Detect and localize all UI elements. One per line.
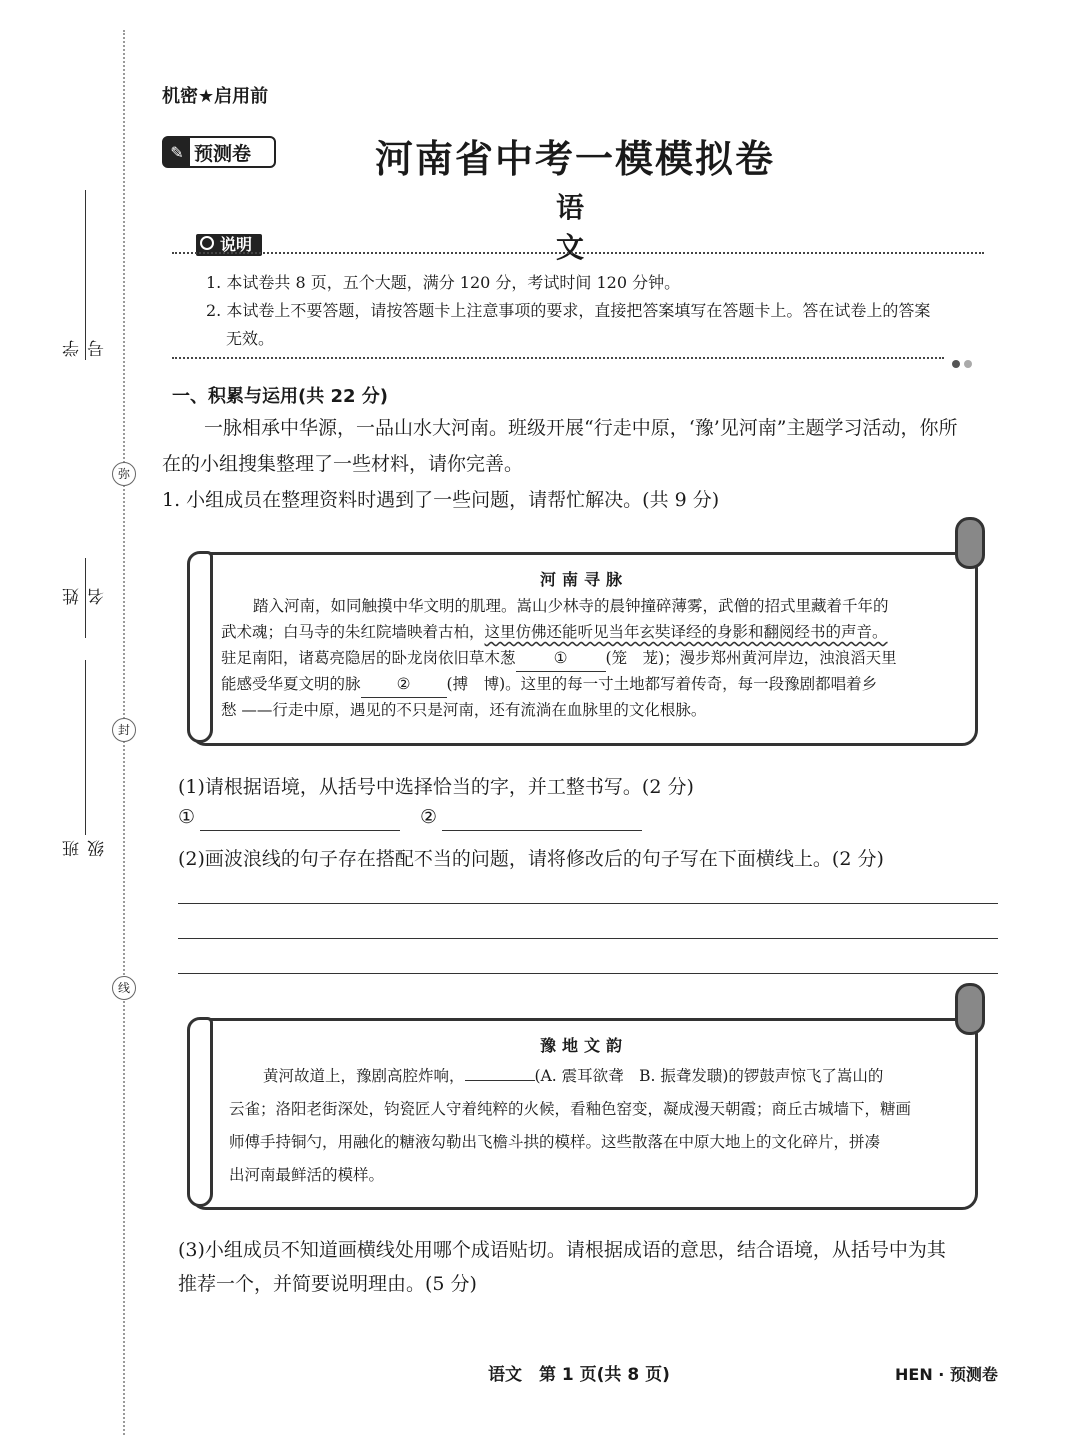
section-title: 一、积累与运用(共 22 分) — [172, 386, 389, 407]
blank-1: ① — [516, 645, 606, 672]
question-1-1: (1)请根据语境，从括号中选择恰当的字，并工整书写。(2 分) — [178, 776, 694, 798]
seal-char: 弥 — [112, 462, 136, 486]
confidential-mark: 机密★启用前 — [162, 86, 269, 107]
field-line — [85, 190, 86, 360]
scroll-text-segment: 能感受华夏文明的脉 — [221, 675, 361, 693]
seal-char: 封 — [112, 718, 136, 742]
instruction-item: 无效。 — [226, 329, 275, 348]
page-number: 语文 第 1 页(共 8 页) — [488, 1365, 670, 1385]
question-1-3: (3)小组成员不知道画横线处用哪个成语贴切。请根据成语的意思，结合语境，从括号中为其 — [178, 1239, 946, 1261]
exam-code: HEN · 预测卷 — [895, 1365, 998, 1384]
scroll-line — [263, 1063, 963, 1089]
scroll-text-segment: 驻足南阳，诸葛亮隐居的卧龙岗依旧草木葱 — [221, 649, 516, 667]
blank-idiom — [465, 1080, 535, 1081]
field-label: 学号 — [63, 340, 108, 357]
intro-paragraph: 在的小组搜集整理了一些材料，请你完善。 — [162, 453, 524, 475]
exam-title: 河南省中考一模模拟卷 — [374, 137, 775, 181]
scroll-text-segment: (笼 茏)；漫步郑州黄河岸边，浊浪滔天里 — [605, 649, 897, 667]
answer-line[interactable] — [178, 973, 998, 974]
question-1: 1. 小组成员在整理资料时遇到了一些问题，请帮忙解决。(共 9 分) — [162, 489, 720, 511]
intro-paragraph: 一脉相承中华源，一品山水大河南。班级开展“行走中原，‘豫’见河南”主题学习活动，你所 — [204, 417, 958, 439]
scroll-panel-culture — [190, 1018, 978, 1210]
field-label: 班级 — [63, 840, 108, 857]
scroll-line — [221, 671, 966, 698]
divider-dots — [948, 353, 972, 372]
instruction-item: 1. 本试卷共 8 页，五个大题，满分 120 分，考试时间 120 分钟。 — [206, 273, 681, 292]
scroll-line — [221, 619, 966, 645]
answer-line[interactable] — [178, 938, 998, 939]
scroll-title: 河南寻脉 — [539, 570, 628, 589]
blank-2: ② — [361, 671, 447, 698]
pen-icon: ✎ — [164, 138, 190, 166]
field-line — [85, 660, 86, 835]
answer-mark-2: ② — [420, 806, 438, 828]
answer-line[interactable] — [178, 903, 998, 904]
seal-char: 线 — [112, 976, 136, 1000]
scroll-title: 豫地文韵 — [539, 1036, 628, 1055]
field-line — [85, 558, 86, 638]
question-1-3-cont: 推荐一个，并简要说明理由。(5 分) — [178, 1273, 477, 1295]
wavy-sentence: 这里仿佛还能听见当年玄奘译经的身影和翻阅经书的声音。 — [484, 623, 888, 641]
scroll-text-segment: 黄河故道上，豫剧高腔炸响， — [263, 1067, 465, 1085]
scroll-line: 踏入河南，如同触摸中华文明的肌理。嵩山少林寺的晨钟撞碎薄雾，武僧的招式里藏着千年的 — [253, 597, 889, 615]
scroll-curl-right — [955, 517, 985, 569]
scroll-line: 出河南最鲜活的模样。 — [229, 1166, 385, 1184]
magnifier-icon — [200, 236, 214, 250]
scroll-text-segment: (搏 博)。这里的每一寸土地都写着传奇，每一段豫剧都唱着乡 — [446, 675, 878, 693]
scroll-text-segment: (A. 震耳欲聋 B. 振聋发聩)的锣鼓声惊飞了嵩山的 — [534, 1067, 884, 1085]
instructions-tag-label: 说明 — [220, 235, 253, 254]
instruction-item: 2. 本试卷上不要答题，请按答题卡上注意事项的要求，直接把答案填写在答题卡上。答在试卷上的答案 — [206, 301, 931, 320]
scroll-line: 师傅手持铜勺，用融化的糖液勾勒出飞檐斗拱的模样。这些散落在中原大地上的文化碎片，拼凑 — [229, 1133, 881, 1151]
scroll-line: 愁 ——行走中原，遇见的不只是河南，还有流淌在血脉里的文化根脉。 — [221, 701, 707, 719]
exam-subject: 语文 — [555, 191, 638, 264]
answer-line-1[interactable] — [200, 830, 400, 831]
field-label: 姓名 — [63, 588, 108, 605]
scroll-curl-right — [955, 983, 985, 1035]
prediction-badge — [162, 136, 276, 168]
badge-label: 预测卷 — [194, 142, 252, 165]
instructions-divider — [172, 357, 944, 359]
scroll-line — [221, 645, 966, 672]
question-1-2: (2)画波浪线的句子存在搭配不当的问题，请将修改后的句子写在下面横线上。(2 分) — [178, 848, 884, 870]
scroll-text-segment: 武术魂；白马寺的朱红院墙映着古柏， — [221, 623, 485, 641]
scroll-line: 云雀；洛阳老街深处，钧瓷匠人守着纯粹的火候，看釉色窑变，凝成漫天朝霞；商丘古城墙下，糖画 — [229, 1100, 912, 1118]
answer-line-2[interactable] — [442, 830, 642, 831]
scroll-panel-henan — [190, 552, 978, 746]
answer-mark-1: ① — [178, 806, 196, 828]
